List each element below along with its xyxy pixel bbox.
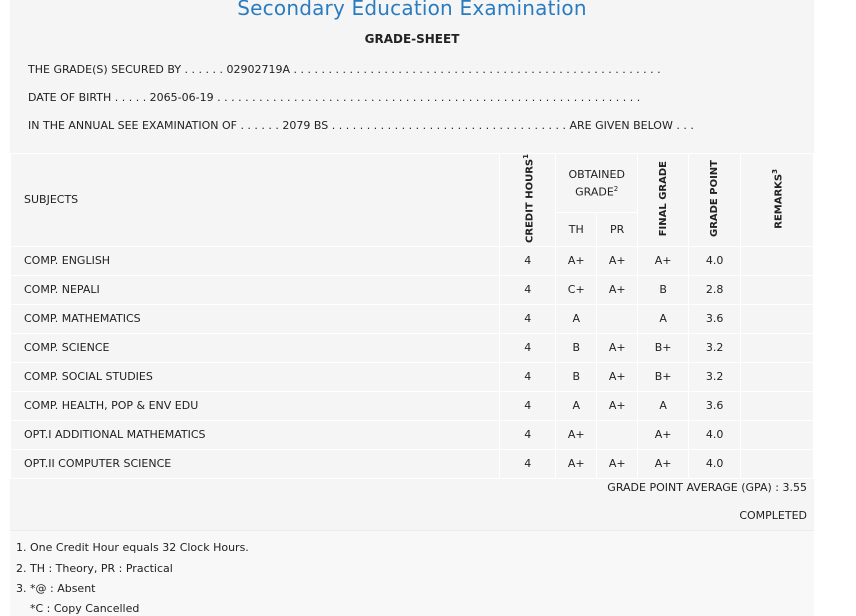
credit-hours: 4: [500, 275, 556, 304]
credit-hours: 4: [500, 333, 556, 362]
grades-table: [10, 153, 814, 479]
remarks: [741, 391, 814, 420]
grade-point: 3.2: [689, 362, 741, 391]
table-row: [11, 333, 814, 362]
remarks: [741, 304, 814, 333]
info-secured-by: THE GRADE(S) SECURED BY . . . . . . 02902719A . . . . . . . . . . . . . . . . . . . . . . . . . . . . . . . . . . . . . . . . . . . . . . . . . . . . .: [28, 63, 661, 76]
gpa-summary: GRADE POINT AVERAGE (GPA) : 3.55: [607, 481, 807, 494]
subject-name: OPT.I ADDITIONAL MATHEMATICS: [11, 420, 500, 449]
grade-pr: A+: [597, 449, 638, 478]
remarks: [741, 420, 814, 449]
grade-pr: A+: [597, 275, 638, 304]
header-remarks: REMARKS$^3$: [741, 154, 814, 247]
final-grade: A: [638, 391, 689, 420]
final-grade: A+: [638, 246, 689, 275]
final-grade: A: [638, 304, 689, 333]
table-row: [11, 362, 814, 391]
grade-point: 2.8: [689, 275, 741, 304]
final-grade: B+: [638, 333, 689, 362]
grade-point: 3.6: [689, 391, 741, 420]
header-th: TH: [556, 213, 597, 247]
grade-point: 4.0: [689, 420, 741, 449]
grade-pr: A+: [597, 362, 638, 391]
info-date-of-birth: DATE OF BIRTH . . . . . 2065-06-19 . . . . . . . . . . . . . . . . . . . . . . . . . . . . . . . . . . . . . . . . . . . . . . . . . . . . . . . . . . . . .: [28, 91, 641, 104]
grade-th: A+: [556, 420, 597, 449]
grade-point: 3.6: [689, 304, 741, 333]
header-final-grade: FINAL GRADE: [638, 154, 689, 247]
subject-name: COMP. SOCIAL STUDIES: [11, 362, 500, 391]
table-row: [11, 304, 814, 333]
footnote-item: 3. *@ : Absent: [16, 582, 96, 595]
remarks: [741, 275, 814, 304]
footnotes: [10, 530, 814, 616]
table-row: [11, 391, 814, 420]
final-grade: B: [638, 275, 689, 304]
status-completed: COMPLETED: [739, 509, 807, 522]
subject-name: OPT.II COMPUTER SCIENCE: [11, 449, 500, 478]
credit-hours: 4: [500, 391, 556, 420]
table-row: [11, 275, 814, 304]
grade-pr: [597, 304, 638, 333]
header-obtained-grade: OBTAINED GRADE$^2$: [556, 154, 638, 213]
grade-pr: [597, 420, 638, 449]
credit-hours: 4: [500, 449, 556, 478]
final-grade: B+: [638, 362, 689, 391]
info-examination: IN THE ANNUAL SEE EXAMINATION OF . . . . . . 2079 BS . . . . . . . . . . . . . . . . . . . . . . . . . . . . . . . . . . ARE GIVEN BELOW . . .: [28, 119, 694, 132]
header-subjects: SUBJECTS: [11, 154, 500, 247]
grade-th: A+: [556, 449, 597, 478]
grade-th: B: [556, 362, 597, 391]
grade-pr: A+: [597, 391, 638, 420]
header-pr: PR: [597, 213, 638, 247]
footnote-item: 1. One Credit Hour equals 32 Clock Hours.: [16, 541, 249, 554]
table-row: [11, 246, 814, 275]
remarks: [741, 449, 814, 478]
footnote-item: *C : Copy Cancelled: [30, 602, 140, 615]
credit-hours: 4: [500, 420, 556, 449]
grade-th: A: [556, 391, 597, 420]
final-grade: A+: [638, 420, 689, 449]
header-grade-point: GRADE POINT: [689, 154, 741, 247]
footnote-item: 2. TH : Theory, PR : Practical: [16, 562, 173, 575]
remarks: [741, 246, 814, 275]
table-header-row: [11, 154, 814, 213]
grade-sheet: [10, 0, 814, 615]
grade-th: C+: [556, 275, 597, 304]
credit-hours: 4: [500, 304, 556, 333]
grade-point: 4.0: [689, 449, 741, 478]
page-subtitle: GRADE-SHEET: [364, 32, 460, 46]
final-grade: A+: [638, 449, 689, 478]
subject-name: COMP. NEPALI: [11, 275, 500, 304]
table-row: [11, 420, 814, 449]
grade-th: A: [556, 304, 597, 333]
subject-name: COMP. ENGLISH: [11, 246, 500, 275]
remarks: [741, 362, 814, 391]
grade-pr: A+: [597, 333, 638, 362]
grade-point: 3.2: [689, 333, 741, 362]
grade-point: 4.0: [689, 246, 741, 275]
grade-th: B: [556, 333, 597, 362]
grade-th: A+: [556, 246, 597, 275]
header-credit-hours: CREDIT HOURS$^1$: [500, 154, 556, 247]
credit-hours: 4: [500, 362, 556, 391]
remarks: [741, 333, 814, 362]
page-title: Secondary Education Examination: [237, 0, 587, 20]
credit-hours: 4: [500, 246, 556, 275]
subject-name: COMP. SCIENCE: [11, 333, 500, 362]
grade-pr: A+: [597, 246, 638, 275]
subject-name: COMP. HEALTH, POP & ENV EDU: [11, 391, 500, 420]
subject-name: COMP. MATHEMATICS: [11, 304, 500, 333]
table-row: [11, 449, 814, 478]
